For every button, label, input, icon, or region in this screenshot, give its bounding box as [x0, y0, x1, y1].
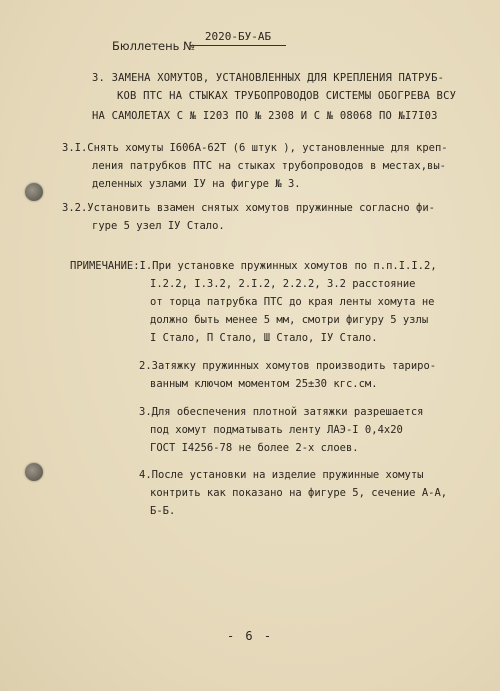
- note-line: контрить как показано на фигуре 5, сечение А-А,: [150, 487, 448, 499]
- note-line: 3.Для обеспечения плотной затяжки разрешается: [139, 406, 424, 418]
- note-line: I Стало, П Стало, Ш Стало, IУ Стало.: [150, 332, 378, 344]
- bulletin-label: Бюллетень №: [112, 39, 196, 53]
- section-title-line-1: 3. ЗАМЕНА ХОМУТОВ, УСТАНОВЛЕННЫХ ДЛЯ КРЕПЛЕНИЯ ПАТРУБ-: [92, 72, 445, 84]
- paragraph-3-1-line: ления патрубков ПТС на стыках трубопроводов в местах,вы-: [92, 160, 447, 172]
- paragraph-3-2-line: гуре 5 узел IУ Стало.: [92, 220, 225, 232]
- section-title-line-3: НА САМОЛЕТАХ С № I203 ПО № 2308 И С № 08068 ПО №I7I03: [92, 110, 438, 122]
- note-line: ПРИМЕЧАНИЕ:I.При установке пружинных хомутов по п.п.I.I.2,: [70, 260, 437, 272]
- note-line: от торца патрубка ПТС до края ленты хомута не: [150, 296, 435, 308]
- note-line: ванным ключом моментом 25±30 кгс.см.: [150, 378, 378, 390]
- paragraph-3-1-line: 3.I.Снять хомуты I606А-62Т (6 штук ), установленные для креп-: [62, 142, 448, 154]
- punch-hole-top: [25, 183, 43, 201]
- note-line: ГОСТ I4256-78 не более 2-х слоев.: [150, 442, 359, 454]
- page-number: - 6 -: [226, 629, 274, 643]
- note-line: должно быть менее 5 мм, смотри фигуру 5 узлы: [150, 314, 429, 326]
- note-line: под хомут подматывать ленту ЛАЭ-I 0,4х20: [150, 424, 403, 436]
- bulletin-number: 2020-БУ-АБ: [190, 30, 286, 46]
- note-line: 2.Затяжку пружинных хомутов производить тариро-: [139, 360, 437, 372]
- note-line: Б-Б.: [150, 505, 176, 517]
- note-line: I.2.2, I.3.2, 2.I.2, 2.2.2, 3.2 расстояние: [150, 278, 416, 290]
- punch-hole-bottom: [25, 463, 43, 481]
- paragraph-3-2-line: 3.2.Установить взамен снятых хомутов пружинные согласно фи-: [62, 202, 435, 214]
- note-line: 4.После установки на изделие пружинные хомуты: [139, 469, 424, 481]
- paragraph-3-1-line: деленных узлами IУ на фигуре № 3.: [92, 178, 301, 190]
- section-title-line-2: КОВ ПТС НА СТЫКАХ ТРУБОПРОВОДОВ СИСТЕМЫ ОБОГРЕВА ВСУ: [117, 90, 457, 102]
